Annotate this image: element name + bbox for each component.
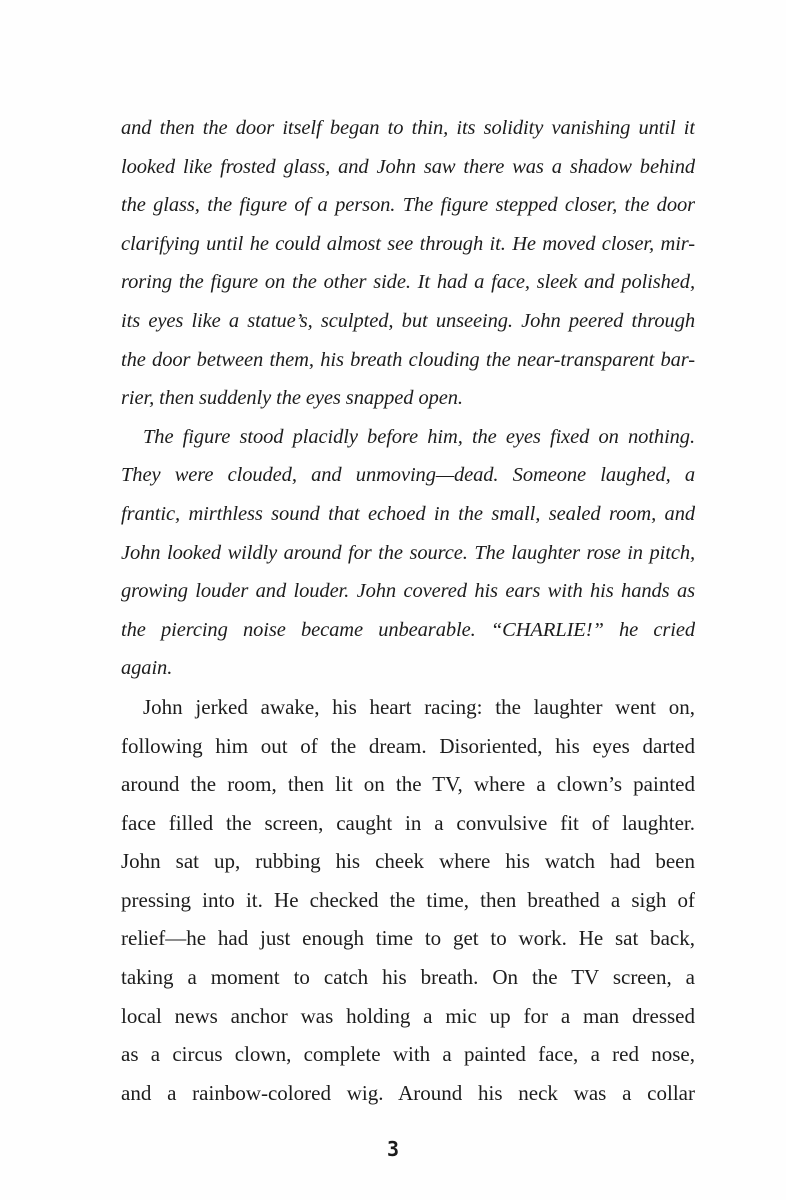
text-line: as a circus clown, complete with a painted face, a red nose, bbox=[121, 1042, 695, 1067]
text-line: and a rainbow-colored wig. Around his neck was a collar bbox=[121, 1080, 695, 1105]
paragraph-figure-laughter bbox=[121, 418, 695, 688]
text-line: relief—he had just enough time to get to work. He sat back, bbox=[121, 926, 695, 951]
text-line: roring the figure on the other side. It had a face, sleek and polished, bbox=[121, 271, 695, 294]
text-line: local news anchor was holding a mic up for a man dressed bbox=[121, 1003, 695, 1028]
text-line: looked like frosted glass, and John saw there was a shadow behind bbox=[121, 155, 695, 178]
body-text bbox=[121, 109, 695, 1112]
text-line: the piercing noise became unbearable. “CHARLIE!” he cried bbox=[121, 618, 695, 641]
text-line: rier, then suddenly the eyes snapped open. bbox=[121, 387, 463, 410]
text-line: around the room, then lit on the TV, where a clown’s painted bbox=[121, 772, 695, 797]
text-line: John sat up, rubbing his cheek where his watch had been bbox=[121, 849, 695, 874]
paragraph-john-awake bbox=[121, 688, 695, 1113]
text-line: John looked wildly around for the source. The laughter rose in pitch, bbox=[121, 541, 695, 564]
text-line: the door between them, his breath clouding the near-transparent bar- bbox=[121, 348, 695, 371]
text-line: the glass, the figure of a person. The figure stepped closer, the door bbox=[121, 194, 695, 217]
text-line: taking a moment to catch his breath. On the TV screen, a bbox=[121, 965, 695, 990]
text-line: its eyes like a statue’s, sculpted, but unseeing. John peered through bbox=[121, 309, 695, 332]
text-line: John jerked awake, his heart racing: the laughter went on, bbox=[143, 694, 695, 719]
text-line: face filled the screen, caught in a convulsive fit of laughter. bbox=[121, 810, 695, 835]
text-line: and then the door itself began to thin, its solidity vanishing until it bbox=[121, 117, 695, 139]
text-line: again. bbox=[121, 657, 173, 680]
text-line: growing louder and louder. John covered his ears with his hands as bbox=[121, 580, 695, 603]
text-line: following him out of the dream. Disoriented, his eyes darted bbox=[121, 733, 695, 758]
text-line: The figure stood placidly before him, the eyes fixed on nothing. bbox=[143, 425, 695, 448]
text-line: frantic, mirthless sound that echoed in the small, sealed room, and bbox=[121, 502, 695, 525]
page-number: 3 bbox=[386, 1137, 400, 1161]
text-line: clarifying until he could almost see through it. He moved closer, mir- bbox=[121, 232, 695, 255]
paragraph-dream-door bbox=[121, 109, 695, 418]
text-line: They were clouded, and unmoving—dead. Someone laughed, a bbox=[121, 464, 695, 487]
text-line: pressing into it. He checked the time, then breathed a sigh of bbox=[121, 887, 695, 912]
